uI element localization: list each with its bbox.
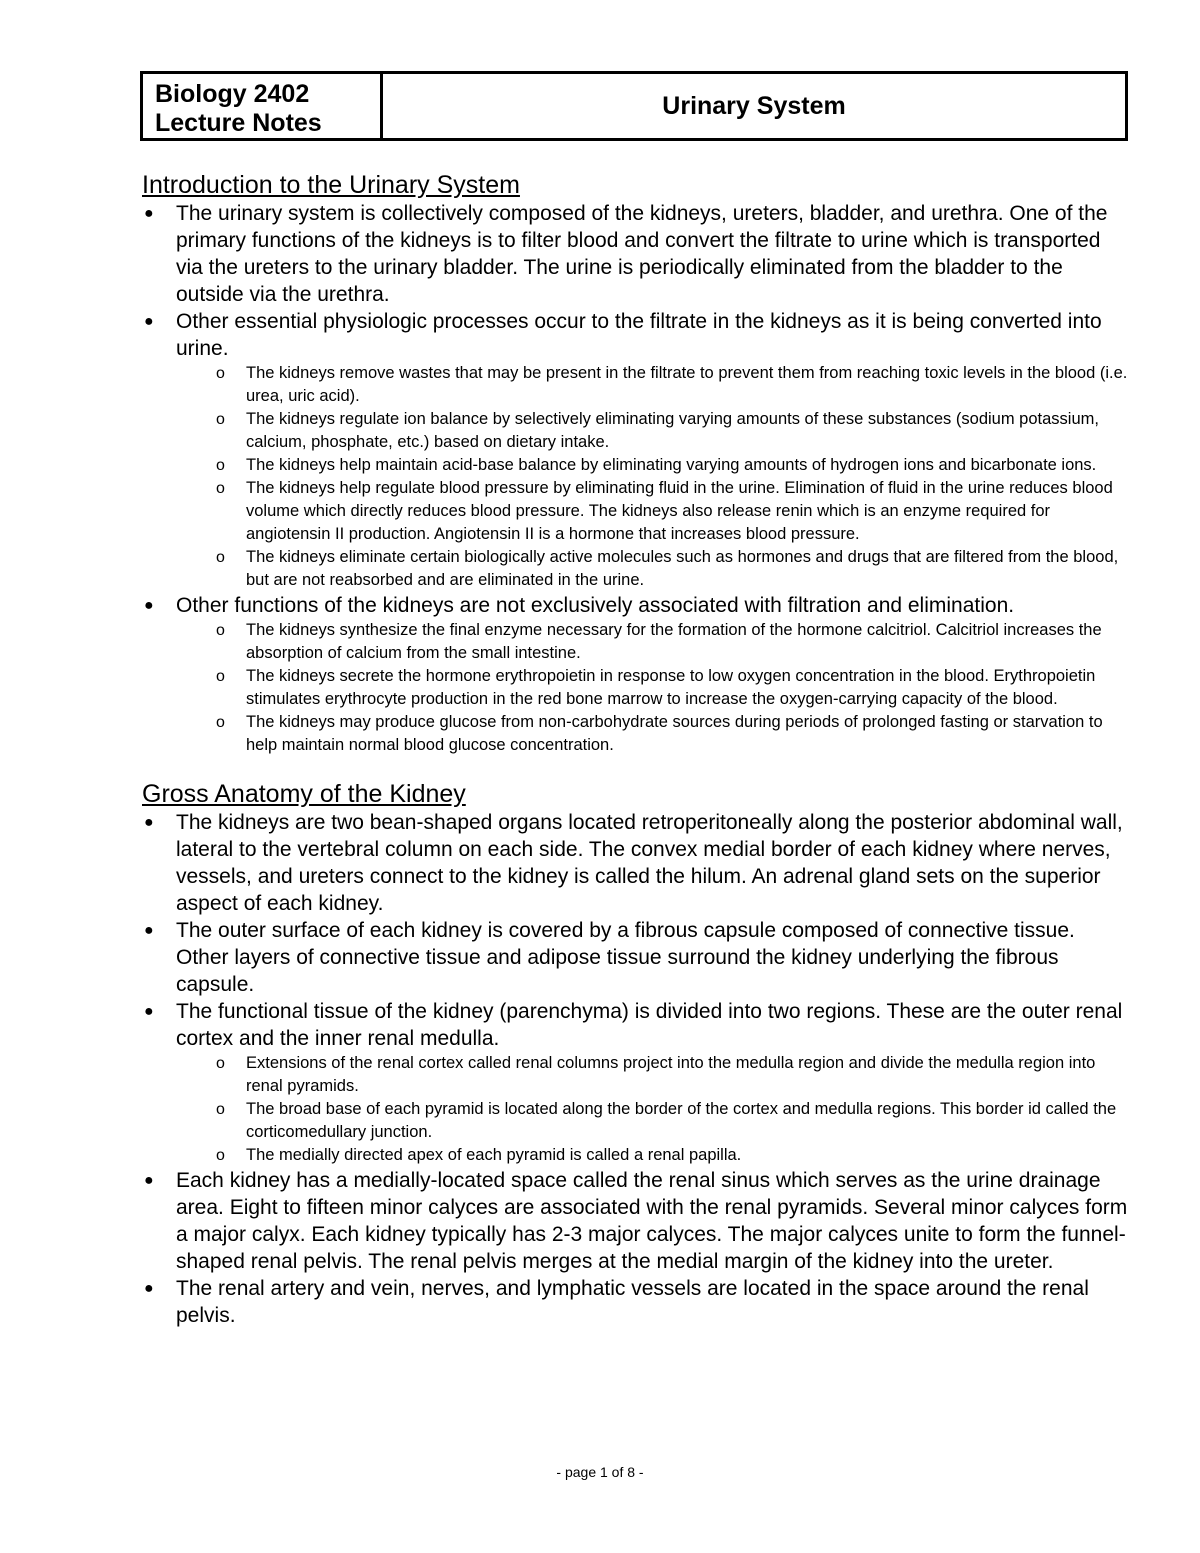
sub-bullet-item <box>176 546 1132 592</box>
sub-bullet-item <box>176 408 1132 454</box>
bullet-icon: ● <box>144 1003 154 1020</box>
sub-bullet-list <box>176 362 1132 592</box>
sub-bullet-list <box>176 619 1132 757</box>
course-info <box>143 74 383 138</box>
sub-bullet-text: The kidneys help maintain acid-base balance by eliminating varying amounts of hydrogen ions and bicarbonate ions. <box>246 456 1097 474</box>
bullet-text: The renal artery and vein, nerves, and lymphatic vessels are located in the space around the renal pelvis. <box>176 1277 1089 1327</box>
course-name: Biology 2402 <box>155 80 310 108</box>
bullet-icon: ● <box>144 1172 154 1189</box>
bullet-list <box>142 200 1132 757</box>
sub-bullet-item <box>176 477 1132 546</box>
header-box <box>140 71 1128 141</box>
circle-bullet-icon: o <box>216 1055 225 1072</box>
circle-bullet-icon: o <box>216 365 225 382</box>
bullet-item <box>142 917 1132 998</box>
section-heading: Introduction to the Urinary System <box>142 171 520 199</box>
circle-bullet-icon: o <box>216 549 225 566</box>
document-type: Lecture Notes <box>155 109 322 137</box>
circle-bullet-icon: o <box>216 714 225 731</box>
bullet-icon: ● <box>144 597 154 614</box>
sub-bullet-item <box>176 1098 1132 1144</box>
sub-bullet-text: The kidneys secrete the hormone erythropoietin in response to low oxygen concentration in the blood. Erythropoietin stimulates erythrocyte production in the red bone marrow to increase the oxygen-carrying capacity of the blood. <box>246 667 1096 708</box>
circle-bullet-icon: o <box>216 457 225 474</box>
notes-content <box>142 170 1132 1329</box>
bullet-item <box>142 998 1132 1167</box>
sub-bullet-text: The kidneys eliminate certain biologically active molecules such as hormones and drugs that are filtered from the blood, but are not reabsorbed and are eliminated in the urine. <box>246 548 1119 589</box>
sub-bullet-item <box>176 454 1132 477</box>
page-number: - page 1 of 8 - <box>556 1464 644 1480</box>
bullet-item <box>142 308 1132 592</box>
circle-bullet-icon: o <box>216 622 225 639</box>
circle-bullet-icon: o <box>216 1101 225 1118</box>
bullet-list <box>142 809 1132 1329</box>
sub-bullet-text: The kidneys help regulate blood pressure by eliminating fluid in the urine. Elimination of fluid in the urine reduces blood volume which directly reduces blood pressure. The kidneys also release renin which is an enzyme required for angiotensin II production. Angiotensin II is a hormone that increases blood pressure. <box>246 479 1113 543</box>
circle-bullet-icon: o <box>216 411 225 428</box>
sub-bullet-text: The broad base of each pyramid is located along the border of the cortex and medulla regions. This border id called the corticomedullary junction. <box>246 1100 1117 1141</box>
sub-bullet-item <box>176 362 1132 408</box>
bullet-text: The outer surface of each kidney is covered by a fibrous capsule composed of connective tissue. Other layers of connective tissue and adipose tissue surround the kidney underlying the fibrous capsule. <box>176 919 1075 996</box>
sub-bullet-item <box>176 665 1132 711</box>
section-heading: Gross Anatomy of the Kidney <box>142 780 466 808</box>
bullet-text: The urinary system is collectively composed of the kidneys, ureters, bladder, and urethra. One of the primary functions of the kidneys is to filter blood and convert the filtrate to urine which is transported via the ureters to the urinary bladder. The urine is periodically eliminated from the bladder to the outside via the urethra. <box>176 202 1108 306</box>
sub-bullet-item <box>176 1052 1132 1098</box>
sub-bullet-text: The kidneys remove wastes that may be present in the filtrate to prevent them from reaching toxic levels in the blood (i.e. urea, uric acid). <box>246 364 1128 405</box>
sub-bullet-item <box>176 1144 1132 1167</box>
circle-bullet-icon: o <box>216 1147 225 1164</box>
sub-bullet-text: The kidneys may produce glucose from non-carbohydrate sources during periods of prolonged fasting or starvation to help maintain normal blood glucose concentration. <box>246 713 1103 754</box>
sub-bullet-text: The kidneys regulate ion balance by selectively eliminating varying amounts of these substances (sodium potassium, calcium, phosphate, etc.) based on dietary intake. <box>246 410 1099 451</box>
bullet-item <box>142 1275 1132 1329</box>
circle-bullet-icon: o <box>216 668 225 685</box>
bullet-icon: ● <box>144 313 154 330</box>
bullet-text: Other functions of the kidneys are not exclusively associated with filtration and elimination. <box>176 594 1015 617</box>
circle-bullet-icon: o <box>216 480 225 497</box>
bullet-icon: ● <box>144 814 154 831</box>
sub-bullet-text: The kidneys synthesize the final enzyme necessary for the formation of the hormone calcitriol. Calcitriol increases the absorption of calcium from the small intestine. <box>246 621 1102 662</box>
sub-bullet-text: Extensions of the renal cortex called renal columns project into the medulla region and divide the medulla region into renal pyramids. <box>246 1054 1096 1095</box>
bullet-item <box>142 1167 1132 1275</box>
bullet-item <box>142 592 1132 757</box>
bullet-icon: ● <box>144 1280 154 1297</box>
sub-bullet-list <box>176 1052 1132 1167</box>
sub-bullet-item <box>176 711 1132 757</box>
bullet-icon: ● <box>144 922 154 939</box>
sub-bullet-item <box>176 619 1132 665</box>
bullet-icon: ● <box>144 205 154 222</box>
bullet-text: The functional tissue of the kidney (parenchyma) is divided into two regions. These are the outer renal cortex and the inner renal medulla. <box>176 1000 1123 1050</box>
bullet-text: Other essential physiologic processes occur to the filtrate in the kidneys as it is being converted into urine. <box>176 310 1102 360</box>
bullet-text: Each kidney has a medially-located space called the renal sinus which serves as the urine drainage area. Eight to fifteen minor calyces are associated with the renal pyramids. Several minor calyces form a major calyx. Each kidney typically has 2-3 major calyces. The major calyces unite to form the funnel-shaped renal pelvis. The renal pelvis merges at the medial margin of the kidney into the ureter. <box>176 1169 1128 1273</box>
document-title: Urinary System <box>662 91 846 120</box>
sub-bullet-text: The medially directed apex of each pyramid is called a renal papilla. <box>246 1146 742 1164</box>
bullet-item <box>142 809 1132 917</box>
bullet-item <box>142 200 1132 308</box>
bullet-text: The kidneys are two bean-shaped organs located retroperitoneally along the posterior abdominal wall, lateral to the vertebral column on each side. The convex medial border of each kidney where nerves, vessels, and ureters connect to the kidney is called the hilum. An adrenal gland sets on the superior aspect of each kidney. <box>176 811 1123 915</box>
